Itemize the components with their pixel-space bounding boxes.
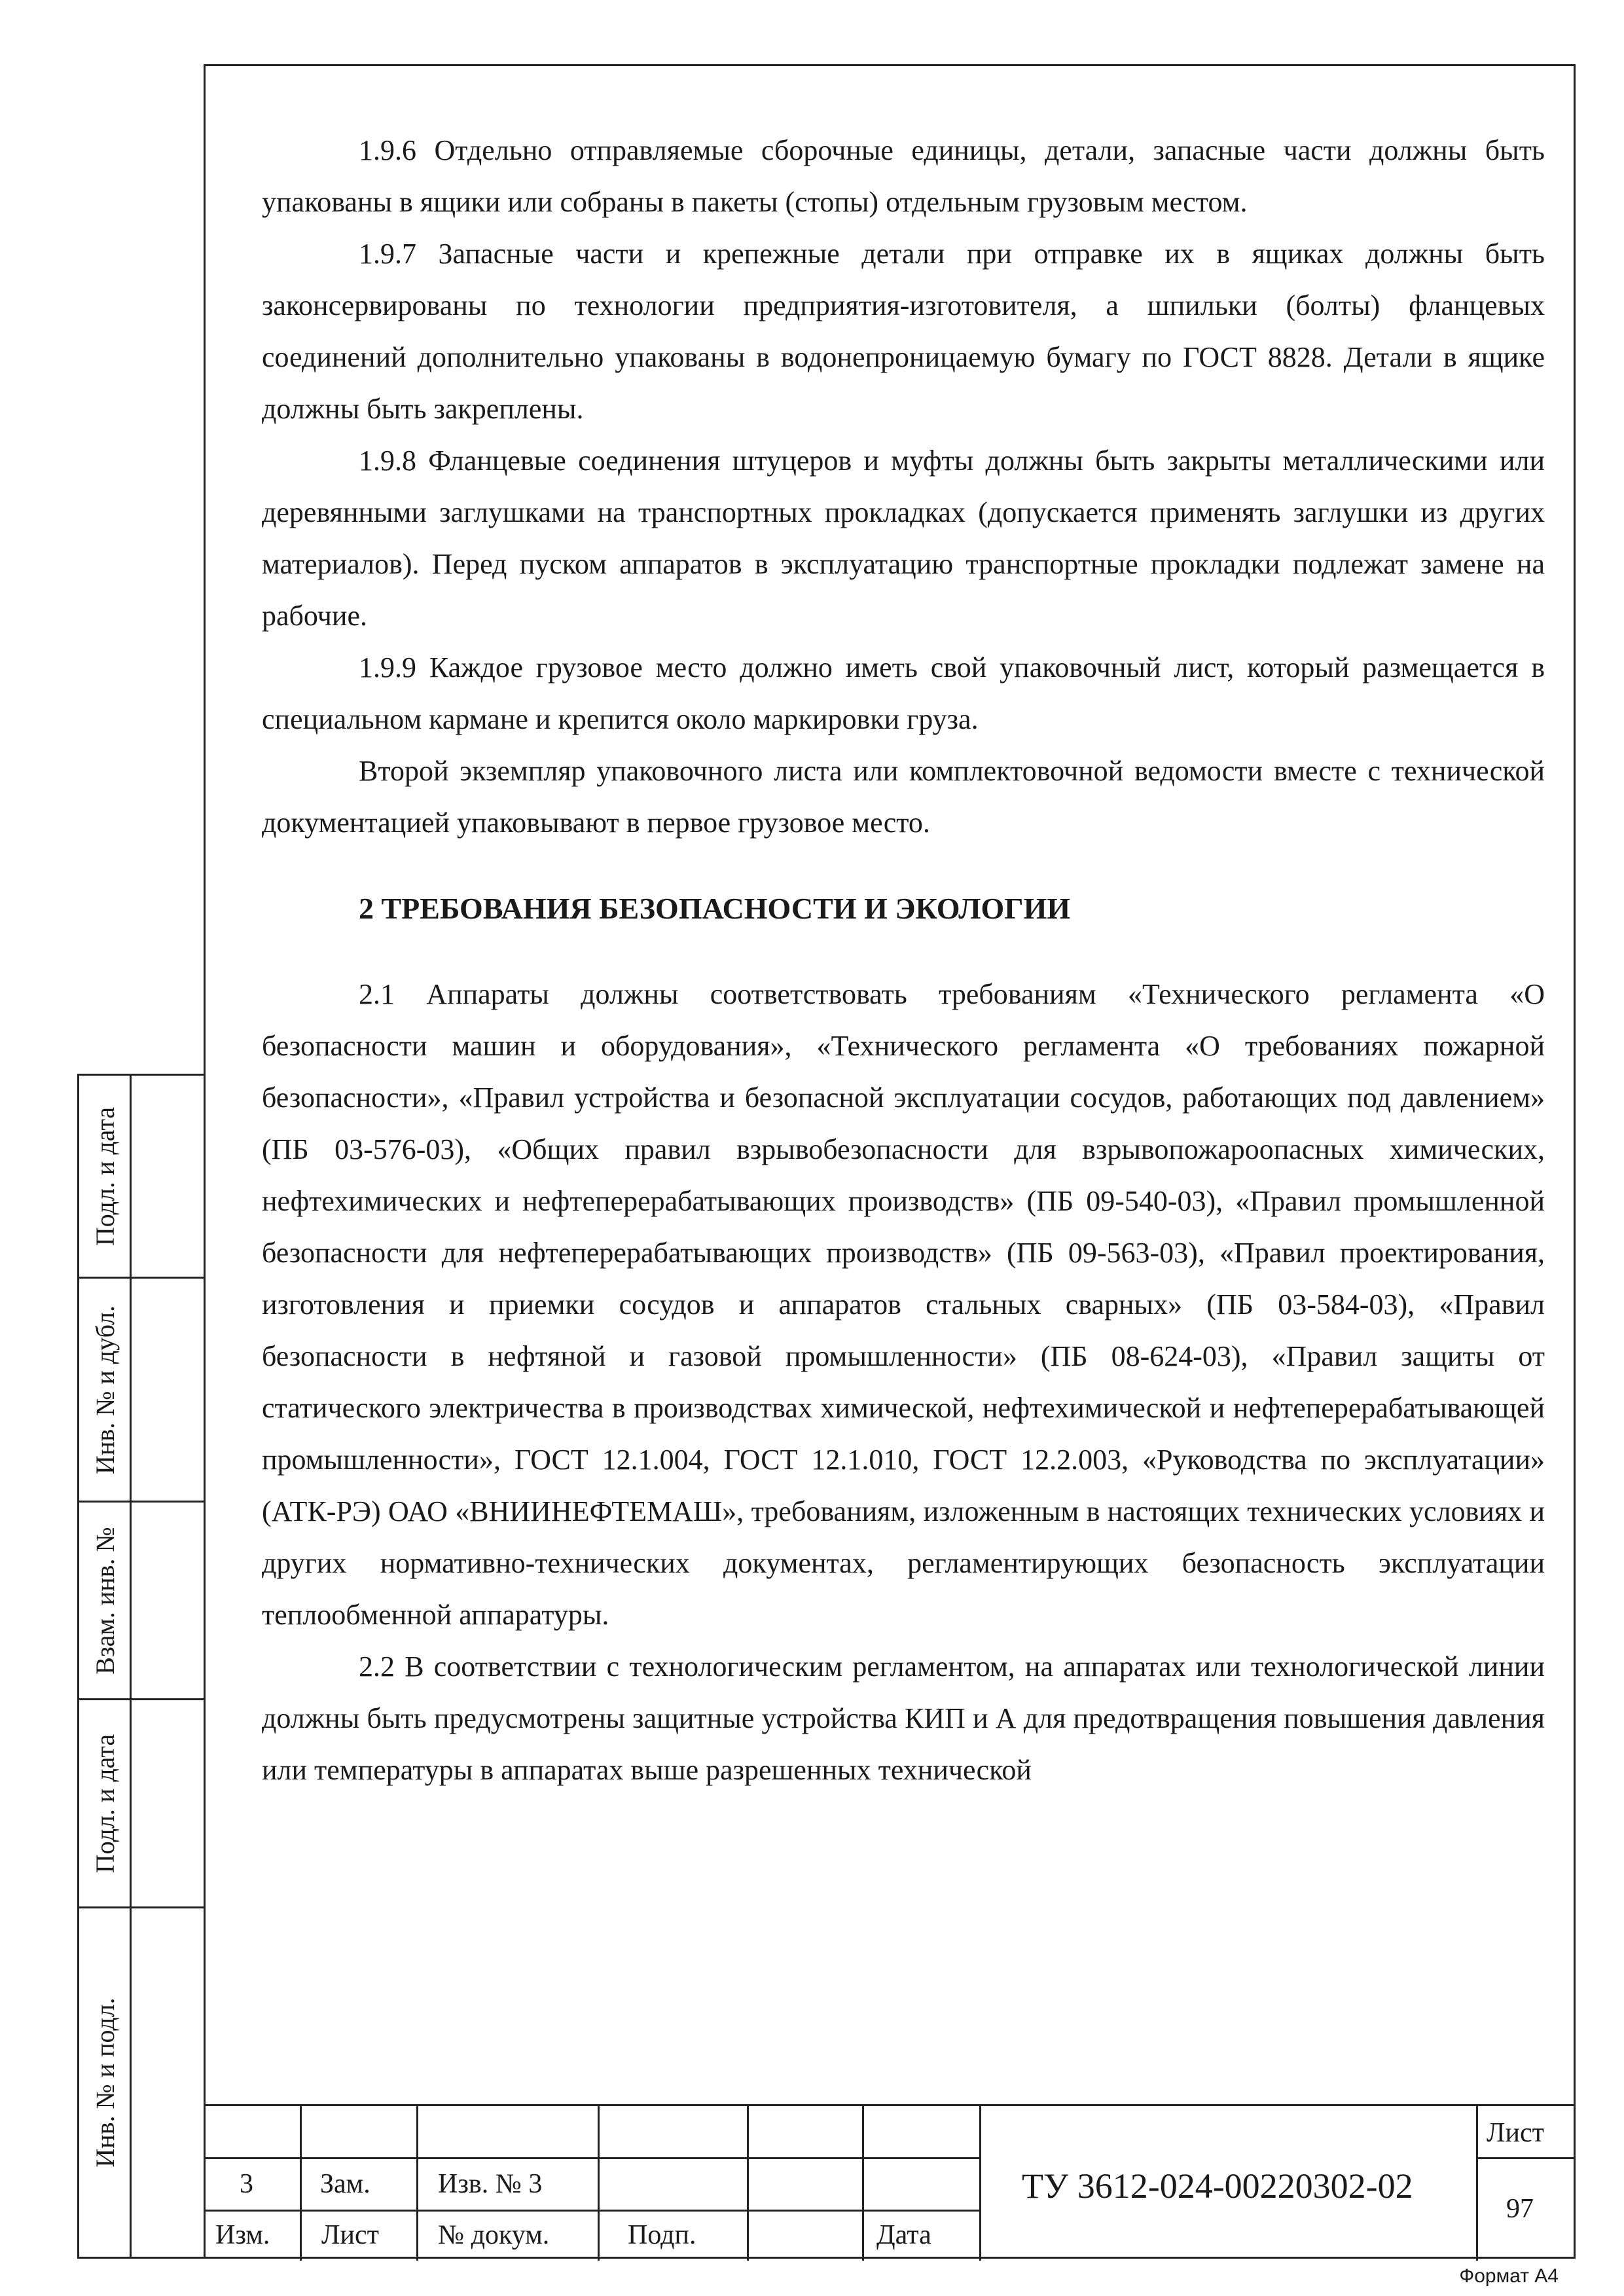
izm-value: 3	[240, 2169, 253, 2199]
document-code: ТУ 3612-024-00220302-02	[1022, 2166, 1413, 2206]
side-label: Инв. № и подл.	[90, 1997, 120, 2168]
paragraph-second-copy: Второй экземпляр упаковочного листа или комплектовочной ведомости вместе с технической документацией упаковывают в первое грузовое место.	[262, 755, 1545, 839]
paragraph-1-9-6: 1.9.6 Отдельно отправляемые сборочные единицы, детали, запасные части должны быть упакованы в ящики или собраны в пакеты (стопы) отдельным грузовым местом.	[262, 134, 1545, 218]
side-label: Подл. и дата	[90, 1734, 120, 1873]
doc-value: Изв. № 3	[438, 2169, 543, 2199]
sheet-number: 97	[1506, 2194, 1534, 2224]
document-body	[262, 124, 1545, 1796]
list-value: Зам.	[320, 2169, 370, 2199]
side-label: Подл. и дата	[90, 1106, 120, 1246]
paragraph-2-1: 2.1 Аппараты должны соответствовать требованиям «Технического регламента «О безопасности машин и оборудования», «Технического регламента «О требованиях пожарной безопасности», «Правил устройства и безопасной эксплуатации сосудов, работающих под давлением» (ПБ 03-576-03), «Общих правил взрывобезопасности для взрывопожароопасных химических, нефтехимических и нефтеперерабатывающих производств» (ПБ 09-540-03), «Правил промышленной безопасности для нефтеперерабатывающих производств» (ПБ 09-563-03), «Правил проектирования, изготовления и приемки сосудов и аппаратов стальных сварных» (ПБ 03-584-03), «Правил безопасности в нефтяной и газовой промышленности» (ПБ 08-624-03), «Правил защиты от статического электричества в производствах химической, нефтехимической и нефтеперерабатывающей промышленности», ГОСТ 12.1.004, ГОСТ 12.1.010, ГОСТ 12.2.003, «Руководства по эксплуатации» (АТК-РЭ) ОАО «ВНИИНЕФТЕМАШ», требованиям, изложенным в настоящих технических условиях и других нормативно-технических документах, регламентирующих безопасность эксплуатации теплообменной аппаратуры.	[262, 978, 1545, 1631]
paragraph-1-9-8: 1.9.8 Фланцевые соединения штуцеров и муфты должны быть закрыты металлическими или деревянными заглушками на транспортных прокладках (допускается применять заглушки из других материалов). Перед пуском аппаратов в эксплуатацию транспортные прокладки подлежат замене на рабочие.	[262, 445, 1545, 632]
header-doc: № докум.	[438, 2220, 550, 2250]
side-cell-vzam-inv	[79, 1503, 204, 1700]
section-heading-2: 2 ТРЕБОВАНИЯ БЕЗОПАСНОСТИ И ЭКОЛОГИИ	[359, 892, 1071, 925]
paragraph-1-9-7: 1.9.7 Запасные части и крепежные детали при отправке их в ящиках должны быть законсервированы по технологии предприятия-изготовителя, а шпильки (болты) фланцевых соединений дополнительно упакованы в водонепроницаемую бумагу по ГОСТ 8828. Детали в ящике должны быть закреплены.	[262, 238, 1545, 425]
side-cell-inv-podl	[79, 1908, 204, 2257]
side-label: Взам. инв. №	[90, 1526, 120, 1675]
paragraph-1-9-9: 1.9.9 Каждое грузовое место должно иметь свой упаковочный лист, который размещается в специальном кармане и крепится около маркировки груза.	[262, 651, 1545, 735]
side-label: Инв. № и дубл.	[90, 1305, 120, 1474]
header-list: Лист	[321, 2220, 379, 2250]
side-cell-inv-dubl	[79, 1279, 204, 1503]
side-cell-podl-data-2	[79, 1700, 204, 1908]
title-block	[204, 2104, 1576, 2259]
format-label: Формат А4	[1459, 2265, 1559, 2287]
paragraph-2-2: 2.2 В соответствии с технологическим регламентом, на аппаратах или технологической линии должны быть предусмотрены защитные устройства КИП и А для предотвращения повышения давления или температуры в аппаратах выше разрешенных технической	[262, 1650, 1545, 1786]
side-stamp-table	[77, 1074, 204, 2259]
header-izm: Изм.	[215, 2220, 270, 2250]
side-cell-podl-data-1	[79, 1076, 204, 1279]
sheet-label: Лист	[1487, 2118, 1544, 2148]
header-podp: Подп.	[628, 2220, 696, 2250]
header-date: Дата	[876, 2220, 931, 2250]
